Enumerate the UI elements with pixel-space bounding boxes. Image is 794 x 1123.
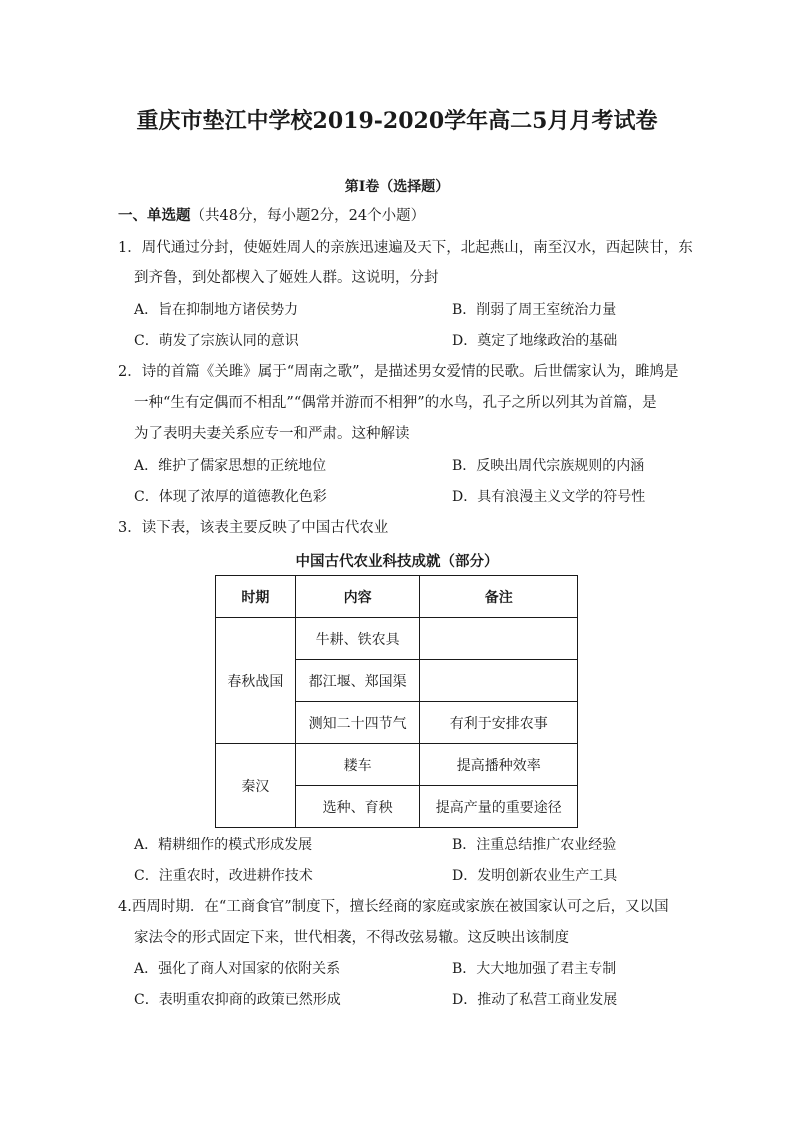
question-4-option-b: B．大大地加强了君主专制 [452,961,617,977]
table-cell-content: 选种、育秧 [295,786,420,828]
question-2-option-b: B．反映出周代宗族规则的内涵 [452,458,645,474]
part-heading-note: （共48分，每小题2分，24个小题） [190,208,426,224]
table-row [216,618,578,660]
question-4-option-c: C．表明重农抑商的政策已然形成 [134,992,341,1008]
section-title: 第Ⅰ卷（选择题） [344,179,450,195]
table-cell-content: 都江堰、郑国渠 [295,660,420,702]
question-2-option-d: D．具有浪漫主义文学的符号性 [452,489,646,505]
table-header-note: 备注 [420,576,578,618]
question-2-option-a: A．维护了儒家思想的正统地位 [134,458,327,474]
question-1-option-c: C．萌发了宗族认同的意识 [134,333,299,349]
part-heading [118,206,425,226]
question-4-stem-line-1: 4.西周时期．在“工商食官”制度下，擅长经商的家庭或家族在被国家认可之后，又以国 [118,899,669,915]
table-cell-content: 牛耕、铁农具 [295,618,420,660]
question-4-stem-line-2: 家法令的形式固定下来，世代相袭，不得改弦易辙。这反映出该制度 [134,930,569,946]
part-heading-label: 一、单选题 [118,207,191,224]
question-2-stem-line-1: 2．诗的首篇《关雎》属于“周南之歌”，是描述男女爱情的民歌。后世儒家认为，雎鸠是 [118,364,679,380]
table-cell-note [420,618,578,660]
agriculture-table [215,575,578,828]
question-3-option-c: C．注重农时，改进耕作技术 [134,868,313,884]
table-cell-note: 提高产量的重要途径 [420,786,578,828]
question-1-stem-line-1: 1．周代通过分封，使姬姓周人的亲族迅速遍及天下，北起燕山，南至汉水，西起陕甘，东 [118,240,693,256]
table-cell-content: 耧车 [295,744,420,786]
question-4-option-d: D．推动了私营工商业发展 [452,992,618,1008]
table-caption: 中国古代农业科技成就（部分） [295,553,499,570]
question-3-stem: 3．读下表，该表主要反映了中国古代农业 [118,520,389,536]
table-header-period: 时期 [216,576,296,618]
question-3-option-a: A．精耕细作的模式形成发展 [134,837,313,853]
table-cell-period: 秦汉 [216,744,296,828]
question-1-stem-line-2: 到齐鲁，到处都楔入了姬姓人群。这说明，分封 [134,270,439,286]
question-3-option-b: B．注重总结推广农业经验 [452,837,617,853]
question-1-option-a: A．旨在抑制地方诸侯势力 [134,302,299,318]
table-cell-note [420,660,578,702]
table-cell-note: 提高播种效率 [420,744,578,786]
question-3-option-d: D．发明创新农业生产工具 [452,868,618,884]
question-1-option-d: D．奠定了地缘政治的基础 [452,333,618,349]
table-row [216,744,578,786]
table-header-content: 内容 [295,576,420,618]
question-2-stem-line-2: 一种“生有定偶而不相乱”“偶常并游而不相狎”的水鸟，孔子之所以列其为首篇，是 [134,395,657,411]
table-cell-content: 测知二十四节气 [295,702,420,744]
document-title: 重庆市垫江中学校2019-2020学年高二5月月考试卷 [136,108,658,134]
table-cell-note: 有利于安排农事 [420,702,578,744]
question-4-option-a: A．强化了商人对国家的依附关系 [134,961,341,977]
question-1-option-b: B．削弱了周王室统治力量 [452,302,617,318]
question-2-stem-line-3: 为了表明夫妻关系应专一和严肃。这种解读 [134,426,410,442]
question-2-option-c: C．体现了浓厚的道德教化色彩 [134,489,327,505]
table-cell-period: 春秋战国 [216,618,296,744]
table-header-row [216,576,578,618]
